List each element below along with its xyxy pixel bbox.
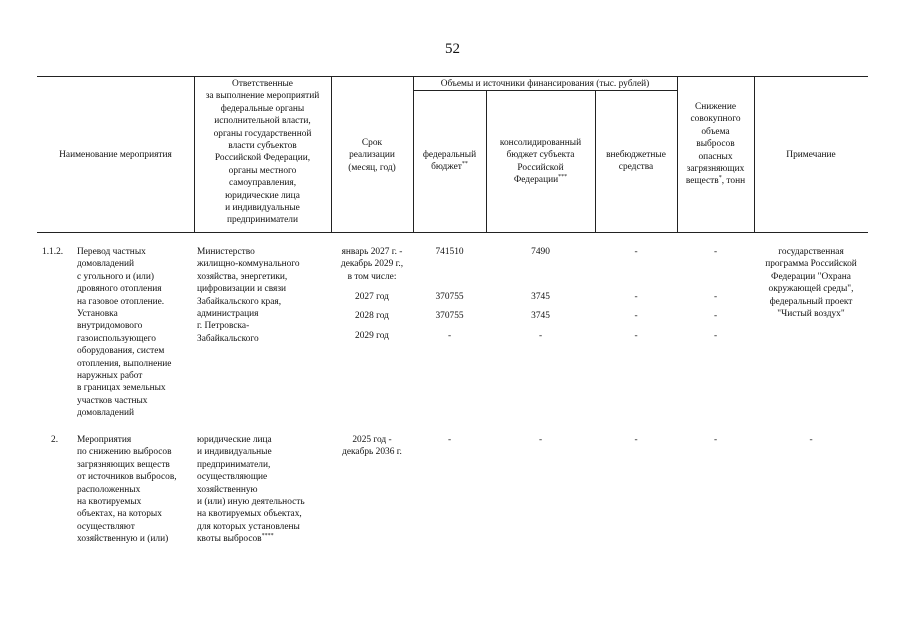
row-note: - — [809, 435, 813, 445]
federal-2028: 370755 — [435, 311, 464, 321]
row-number: 2. — [51, 435, 59, 445]
row-extrabudget: - — [634, 435, 638, 445]
row-reduction: - — [713, 435, 718, 445]
extrabudget-2029: - — [634, 331, 638, 341]
header-reduction — [677, 101, 754, 188]
row-federal: - — [447, 435, 452, 445]
period-total: январь 2027 г. - декабрь 2029 г., в том числе: — [340, 247, 404, 282]
reduction-2029: - — [713, 331, 718, 341]
reduction-2027: - — [713, 292, 718, 302]
header-bottom-border — [37, 232, 868, 233]
header-reduction-footnote: * — [718, 175, 722, 182]
consolidated-2029: - — [538, 331, 543, 341]
reduction-total: - — [713, 247, 718, 257]
row-period: 2025 год - декабрь 2036 г. — [342, 435, 402, 458]
header-federal-footnote: ** — [461, 161, 468, 168]
page-number: 52 — [445, 41, 460, 57]
header-consolidated-text: консолидированный бюджет субъекта Российской Федерации — [499, 138, 582, 186]
extrabudget-2027: - — [634, 292, 638, 302]
reduction-2028: - — [713, 311, 718, 321]
header-reduction-unit: , тонн — [721, 176, 746, 187]
table-top-border — [37, 76, 868, 77]
consolidated-2028: 3745 — [531, 311, 550, 321]
header-note: Примечание — [786, 150, 836, 160]
row-responsible: Министерство жилищно-коммунального хозяйства, энергетики, цифровизации и связи Забайкальского края, администрация г. Петровска- Забайкальского — [197, 247, 300, 344]
header-name: Наименование мероприятия — [59, 150, 172, 160]
row-responsible-footnote: **** — [261, 533, 274, 540]
row-name: Перевод частных домовладений с угольного и (или) дровяного отопления на газовое отопление. Установка внутридомового газоиспользующего оборудования, систем отопления, выполнение наружных работ в границах земельных участков частных домовладений — [77, 247, 172, 419]
header-consolidated — [486, 137, 595, 187]
header-federal — [413, 149, 486, 174]
federal-2029: - — [447, 331, 452, 341]
period-2029: 2029 год — [355, 331, 389, 341]
row-note: государственная программа Российской Федерации "Охрана окружающей среды", федеральный проект "Чистый воздух" — [765, 247, 857, 320]
federal-total: 741510 — [435, 247, 464, 257]
row-consolidated: - — [538, 435, 543, 445]
header-responsible: Ответственные за выполнение мероприятий федеральные органы исполнительной власти, органы государственной власти субъектов Российской Федерации, органы местного самоуправления, юридические лица и индивидуальные предприниматели — [205, 79, 320, 226]
header-period: Срок реализации (месяц, год) — [348, 138, 396, 173]
header-federal-text: федеральный бюджет — [422, 150, 477, 173]
row-responsible — [197, 434, 331, 546]
header-consolidated-footnote: *** — [558, 174, 568, 181]
consolidated-2027: 3745 — [531, 292, 550, 302]
period-2027: 2027 год — [355, 292, 389, 302]
row-responsible-text: юридические лица и индивидуальные предприниматели, осуществляющие хозяйственную и (или) иную деятельность на квотируемых объектах, для которых установлены квоты выбросов — [197, 435, 305, 545]
consolidated-total: 7490 — [531, 247, 550, 257]
row-name: Мероприятия по снижению выбросов загрязняющих веществ от источников выбросов, расположенных на квотируемых объектах, на которых осуществляют хозяйственную и (или) — [77, 435, 177, 545]
header-extrabudget: внебюджетные средства — [606, 150, 666, 173]
header-reduction-text: Снижение совокупного объема выбросов опасных загрязняющих веществ — [685, 102, 745, 187]
extrabudget-2028: - — [634, 311, 638, 321]
header-funding: Объемы и источники финансирования (тыс. рублей) — [440, 79, 650, 89]
period-2028: 2028 год — [355, 311, 389, 321]
extrabudget-total: - — [634, 247, 638, 257]
row-number: 1.1.2. — [42, 247, 64, 257]
federal-2027: 370755 — [435, 292, 464, 302]
